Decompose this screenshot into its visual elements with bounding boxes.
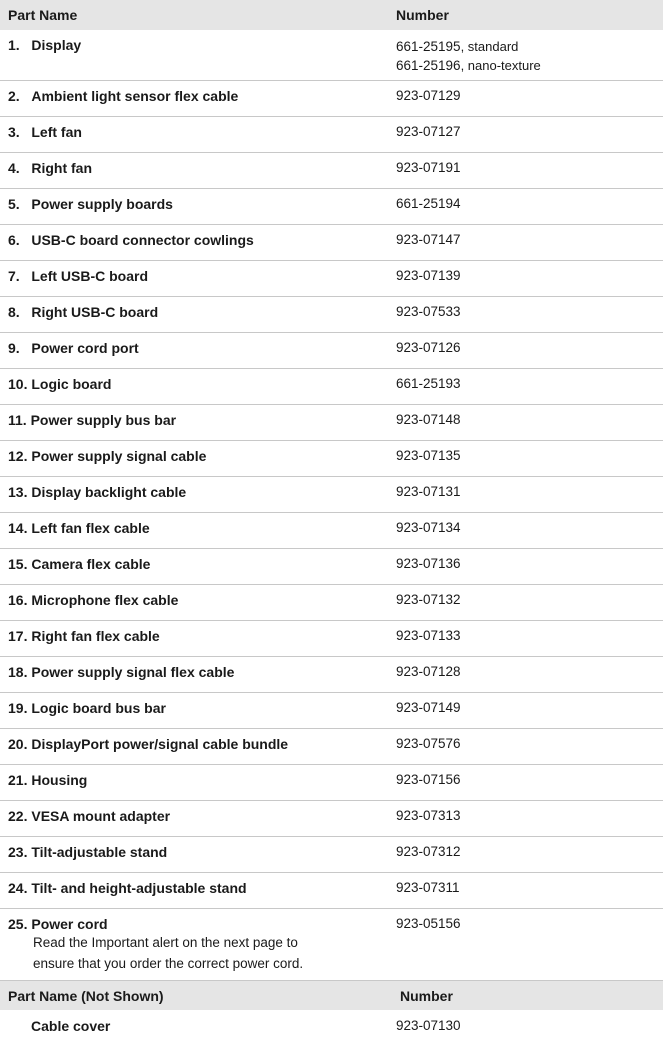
part-number-cell (394, 333, 663, 369)
part-number-cell (394, 693, 663, 729)
part-index: 4. (8, 160, 20, 176)
table-row (0, 297, 663, 333)
part-note: ensure that you order the correct power cord. (33, 956, 304, 971)
part-name-line (8, 304, 394, 320)
part-name-cell (0, 441, 394, 477)
part-number-cell (394, 801, 663, 837)
part-index: 11. (8, 412, 27, 428)
part-name-cell (0, 117, 394, 153)
part-name-header: Part Name (0, 0, 394, 30)
part-name-cell (0, 369, 394, 405)
part-number: 923-07129 (396, 88, 461, 103)
part-number: 661-25194 (396, 196, 461, 211)
not-shown-header (0, 981, 663, 1011)
part-index: 2. (8, 88, 20, 104)
part-index: 23. (8, 844, 28, 860)
part-name: VESA mount adapter (31, 808, 171, 824)
part-number-cell (394, 657, 663, 693)
table-row (0, 333, 663, 369)
part-name-cell (0, 225, 394, 261)
table-row (0, 81, 663, 117)
part-name-cell (0, 513, 394, 549)
part-name-line (8, 664, 394, 680)
part-number-cell (394, 549, 663, 585)
table-row (0, 117, 663, 153)
part-name-line (8, 520, 394, 536)
part-number: 923-07126 (396, 340, 461, 355)
part-number: 661-25196 (396, 58, 461, 73)
part-name-cell (0, 621, 394, 657)
table-row (0, 30, 663, 81)
table-row (0, 189, 663, 225)
part-number-line (396, 37, 663, 56)
part-name: Power supply signal cable (31, 448, 207, 464)
part-name: Power cord (31, 916, 108, 932)
table-row (0, 837, 663, 873)
part-name: Power supply boards (31, 196, 173, 212)
part-name-cell (0, 837, 394, 873)
part-index: 18. (8, 664, 28, 680)
part-name-line (8, 736, 394, 752)
part-index: 10. (8, 376, 28, 392)
part-number-cell (394, 117, 663, 153)
table-row (0, 153, 663, 189)
part-number-cell (394, 477, 663, 513)
part-index: 15. (8, 556, 28, 572)
part-name-line (8, 232, 394, 248)
part-name-cell (0, 729, 394, 765)
part-number: 661-25195 (396, 39, 461, 54)
part-index: 6. (8, 232, 20, 248)
part-index: 16. (8, 592, 28, 608)
part-number-cell (394, 585, 663, 621)
part-variant: , standard (460, 39, 519, 54)
part-name-line (8, 124, 394, 140)
table-row (0, 693, 663, 729)
not-shown-body (0, 1010, 663, 1048)
part-number-cell: 923-07130 (396, 1018, 461, 1033)
part-name-cell (0, 765, 394, 801)
part-index: 13. (8, 484, 28, 500)
part-index: 1. (8, 37, 20, 53)
table-row (0, 513, 663, 549)
table-row (0, 549, 663, 585)
part-name: Power supply signal flex cable (31, 664, 235, 680)
part-variant: , nano-texture (460, 58, 541, 73)
part-index: 3. (8, 124, 20, 140)
table-row (0, 477, 663, 513)
part-name: Ambient light sensor flex cable (31, 88, 239, 104)
part-name-line (8, 556, 394, 572)
part-name-line (8, 376, 394, 392)
table-row (0, 621, 663, 657)
part-name-cell (0, 405, 394, 441)
part-number-cell (394, 81, 663, 117)
part-name-cell (0, 153, 394, 189)
part-number-cell (394, 30, 663, 81)
part-name-line (8, 916, 394, 932)
part-name-line (8, 88, 394, 104)
part-number: 923-07136 (396, 556, 461, 571)
part-index: 7. (8, 268, 20, 284)
part-number-cell (394, 261, 663, 297)
part-number: 923-07147 (396, 232, 461, 247)
part-index: 5. (8, 196, 20, 212)
part-name: Camera flex cable (31, 556, 151, 572)
table-row (0, 657, 663, 693)
part-number: 923-07139 (396, 268, 461, 283)
part-number: 923-05156 (396, 916, 461, 931)
part-name: Right fan (31, 160, 93, 176)
part-number: 923-07133 (396, 628, 461, 643)
part-name-cell (0, 81, 394, 117)
part-name-line (8, 160, 394, 176)
part-name: Display backlight cable (31, 484, 187, 500)
part-number: 923-07311 (396, 880, 460, 895)
part-name-line (8, 592, 394, 608)
table-row (0, 369, 663, 405)
table-row (0, 909, 663, 981)
part-name-line (8, 700, 394, 716)
part-name-cell (0, 297, 394, 333)
part-name: Power supply bus bar (30, 412, 177, 428)
part-name-line (8, 772, 394, 788)
part-name: Left USB-C board (31, 268, 149, 284)
part-number: 661-25193 (396, 376, 461, 391)
part-name-cell (0, 261, 394, 297)
part-number-cell (394, 297, 663, 333)
part-name-line (8, 412, 394, 428)
part-number: 923-07156 (396, 772, 461, 787)
part-name: Display (31, 37, 82, 53)
part-number-cell (394, 729, 663, 765)
part-number: 923-07132 (396, 592, 461, 607)
table-row (0, 801, 663, 837)
part-number: 923-07313 (396, 808, 461, 823)
part-name-line (8, 37, 394, 53)
part-index: 8. (8, 304, 20, 320)
part-name-line (8, 484, 394, 500)
part-number-cell (394, 441, 663, 477)
table-row (0, 1010, 663, 1048)
part-name-line (8, 448, 394, 464)
part-name-cell (0, 333, 394, 369)
part-number: 923-07191 (396, 160, 461, 175)
part-index: 9. (8, 340, 20, 356)
part-name: USB-C board connector cowlings (31, 232, 254, 248)
part-name-cell: Cable cover (31, 1018, 111, 1034)
part-index: 24. (8, 880, 28, 896)
parts-body (0, 30, 663, 981)
part-name: Left fan flex cable (31, 520, 150, 536)
part-number: 923-07135 (396, 448, 461, 463)
part-name: Left fan (31, 124, 82, 140)
table-row (0, 765, 663, 801)
table-row (0, 405, 663, 441)
part-name-line (8, 844, 394, 860)
part-name-cell (0, 657, 394, 693)
part-name-line (8, 628, 394, 644)
part-name-cell (0, 189, 394, 225)
part-name: Microphone flex cable (31, 592, 179, 608)
part-number: 923-07148 (396, 412, 461, 427)
part-number-cell (394, 837, 663, 873)
table-row (0, 441, 663, 477)
part-number-cell (394, 405, 663, 441)
part-number: 923-07533 (396, 304, 461, 319)
part-name-line (8, 268, 394, 284)
part-name-cell (0, 909, 394, 981)
part-name: Logic board (31, 376, 112, 392)
part-name: Right USB-C board (31, 304, 159, 320)
part-name-cell (0, 801, 394, 837)
table-row (0, 873, 663, 909)
part-number-line (396, 56, 663, 75)
table-row (0, 585, 663, 621)
part-name-line (8, 340, 394, 356)
part-number: 923-07576 (396, 736, 461, 751)
part-number: 923-07128 (396, 664, 461, 679)
part-name: DisplayPort power/signal cable bundle (31, 736, 289, 752)
part-number-cell (394, 909, 663, 981)
part-name: Housing (31, 772, 88, 788)
part-name: Tilt- and height-adjustable stand (31, 880, 247, 896)
part-index: 25. (8, 916, 28, 932)
part-index: 22. (8, 808, 28, 824)
part-number-cell (394, 189, 663, 225)
number-header-2: Number (394, 981, 663, 1011)
part-index: 21. (8, 772, 28, 788)
part-number: 923-07149 (396, 700, 461, 715)
part-name-line (8, 808, 394, 824)
part-number: 923-07134 (396, 520, 461, 535)
part-note: Read the Important alert on the next page to (33, 935, 298, 950)
part-name-cell (0, 873, 394, 909)
number-header: Number (394, 0, 663, 30)
part-number-cell (394, 621, 663, 657)
not-shown-section (0, 981, 663, 1011)
part-number-cell (394, 513, 663, 549)
part-name: Tilt-adjustable stand (31, 844, 168, 860)
part-name-line (8, 196, 394, 212)
part-number-cell (394, 153, 663, 189)
part-name-cell (0, 477, 394, 513)
part-name: Power cord port (31, 340, 139, 356)
part-number-cell (394, 873, 663, 909)
table-row (0, 261, 663, 297)
part-number-cell (394, 765, 663, 801)
part-number: 923-07127 (396, 124, 461, 139)
table-row (0, 225, 663, 261)
part-number-cell (394, 225, 663, 261)
part-index: 19. (8, 700, 28, 716)
part-index: 12. (8, 448, 28, 464)
part-number: 923-07312 (396, 844, 461, 859)
part-index: 17. (8, 628, 28, 644)
table-row (0, 729, 663, 765)
part-name-cell (0, 585, 394, 621)
table-header (0, 0, 663, 30)
part-name-cell (0, 30, 394, 81)
part-number-cell (394, 369, 663, 405)
part-name-line (8, 880, 394, 896)
part-number: 923-07131 (396, 484, 461, 499)
part-name-cell (0, 549, 394, 585)
part-name: Right fan flex cable (31, 628, 160, 644)
part-index: 20. (8, 736, 28, 752)
part-name-not-shown-header: Part Name (Not Shown) (0, 981, 394, 1011)
part-name-cell (0, 693, 394, 729)
part-index: 14. (8, 520, 28, 536)
part-name: Logic board bus bar (31, 700, 166, 716)
